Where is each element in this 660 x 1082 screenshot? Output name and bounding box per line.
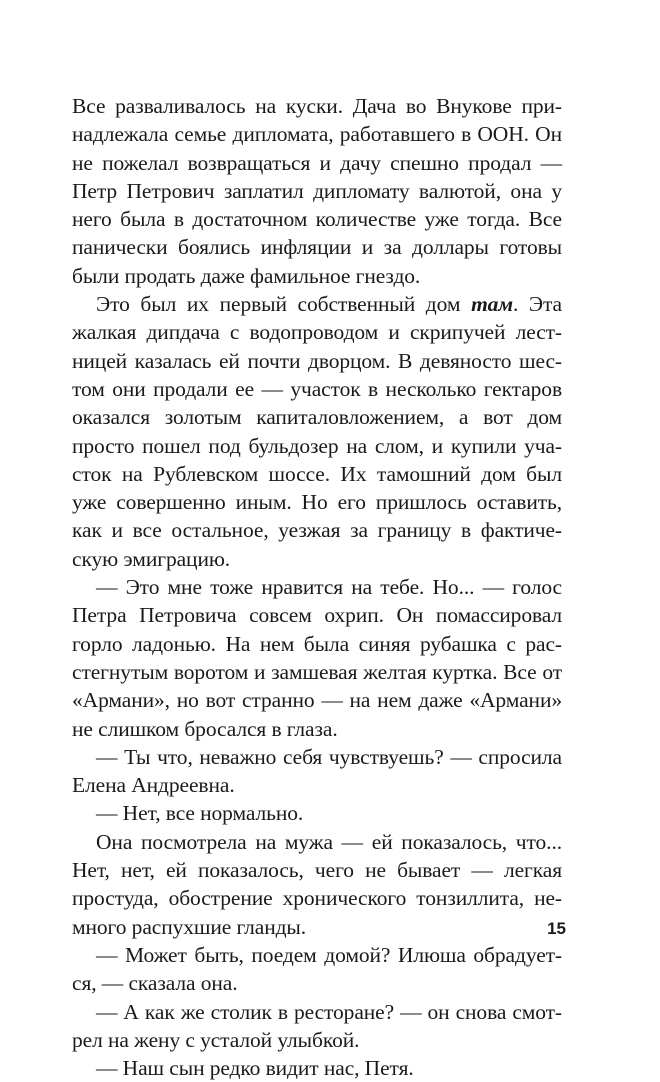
text-line-content: жалкая дипдача с водопроводом и скрипучей лест- [72,320,562,345]
text-line [72,743,562,771]
text-line [72,233,562,261]
text-line-content: Петра Петровича совсем охрип. Он помассировал [72,603,562,628]
text-line [72,516,562,544]
text-line-content: рел на жену с усталой улыбкой. [72,1027,360,1052]
text-line [72,177,562,205]
text-line [72,347,562,375]
text-line [72,630,562,658]
text-line [72,149,562,177]
text-line-content: ницей казалась ей почти дворцом. В девяносто шес- [72,348,562,373]
text-line [72,92,562,120]
text-line [72,432,562,460]
text-line-content: — А как же столик в ресторане? — он снова смот- [96,999,562,1024]
text-line [72,403,562,431]
text-line [72,120,562,148]
text-line-content: оказался золотым капиталовложением, а вот дом [72,405,562,430]
text-line-content: не слишком бросался в глаза. [72,716,338,741]
text-line [72,771,562,799]
text-line [72,601,562,629]
page-number: 15 [547,919,566,938]
text-line [72,799,562,827]
text-line [72,658,562,686]
text-line [72,884,562,912]
text-line-content: Все разваливалось на куски. Дача во Внукове при- [72,94,562,118]
text-line-content: как и все остальное, уезжая за границу в фактиче- [72,518,562,543]
text-line-content: — Может быть, поедем домой? Илюша обрадует- [96,942,562,967]
text-line-content: простуда, обострение хронического тонзиллита, не- [72,886,562,911]
text-line-content: — Ты что, неважно себя чувствуешь? — спросила [96,744,562,769]
text-line-content: много распухшие гланды. [72,914,307,939]
text-line-content: Она посмотрела на мужа — ей показалось, что... [96,829,562,854]
text-line-content: Петр Петрович заплатил дипломату валютой, она у [72,178,562,203]
text-line-content: стегнутым воротом и замшевая желтая куртка. Все от [72,659,562,684]
text-line [72,969,562,997]
text-line [72,545,562,573]
text-line [72,1026,562,1054]
text-line [72,375,562,403]
text-line-content: — Это мне тоже нравится на тебе. Но... — голос [96,575,562,600]
text-line [72,290,562,318]
text-line [72,715,562,743]
text-line-content: надлежала семье дипломата, работавшего в ООН. Он [72,122,562,147]
text-line-content: ся, — сказала она. [72,971,238,996]
text-line-content: том они продали ее — участок в несколько гектаров [72,376,562,401]
text-line-tail: . Эта [512,292,562,317]
text-line-content: «Армани», но вот странно — на нем даже «Армани» [72,688,562,713]
text-line-content: были продать даже фамильное гнездо. [72,263,421,288]
text-line-content: скую эмиграцию. [72,546,231,571]
text-line-content: уже совершенно иным. Но его пришлось оставить, [72,490,562,515]
text-line-content: панически боялись инфляции и за доллары готовы [72,235,562,260]
emphasized-word: там [471,292,513,317]
text-line [72,488,562,516]
text-line-content: Нет, нет, ей показалось, чего не бывает — легкая [72,858,562,883]
text-line-content: — Нет, все нормально. [96,801,304,826]
text-line [72,998,562,1026]
text-line [72,460,562,488]
text-line-content: не пожелал возвращаться и дачу спешно продал — [72,150,562,175]
body-text [72,92,562,1082]
text-line-content: Елена Андреевна. [72,773,235,798]
text-line [72,262,562,290]
text-line [72,941,562,969]
text-line [72,573,562,601]
text-line-content: — Наш сын редко видит нас, Петя. [96,1056,414,1081]
text-line [72,205,562,233]
text-line [72,828,562,856]
text-line-content: просто пошел под бульдозер на слом, и купили уча- [72,433,562,458]
text-line [72,686,562,714]
text-line [72,318,562,346]
text-line-content: него была в достаточном количестве уже тогда. Все [72,207,562,232]
text-line [72,856,562,884]
text-line [72,913,562,941]
text-line-content: сток на Рублевском шоссе. Их тамошний дом был [72,461,562,486]
text-line [72,1054,562,1082]
text-line-content: горло ладонью. На нем была синяя рубашка с рас- [72,631,562,656]
text-line-content: Это был их первый собственный дом [96,292,472,317]
